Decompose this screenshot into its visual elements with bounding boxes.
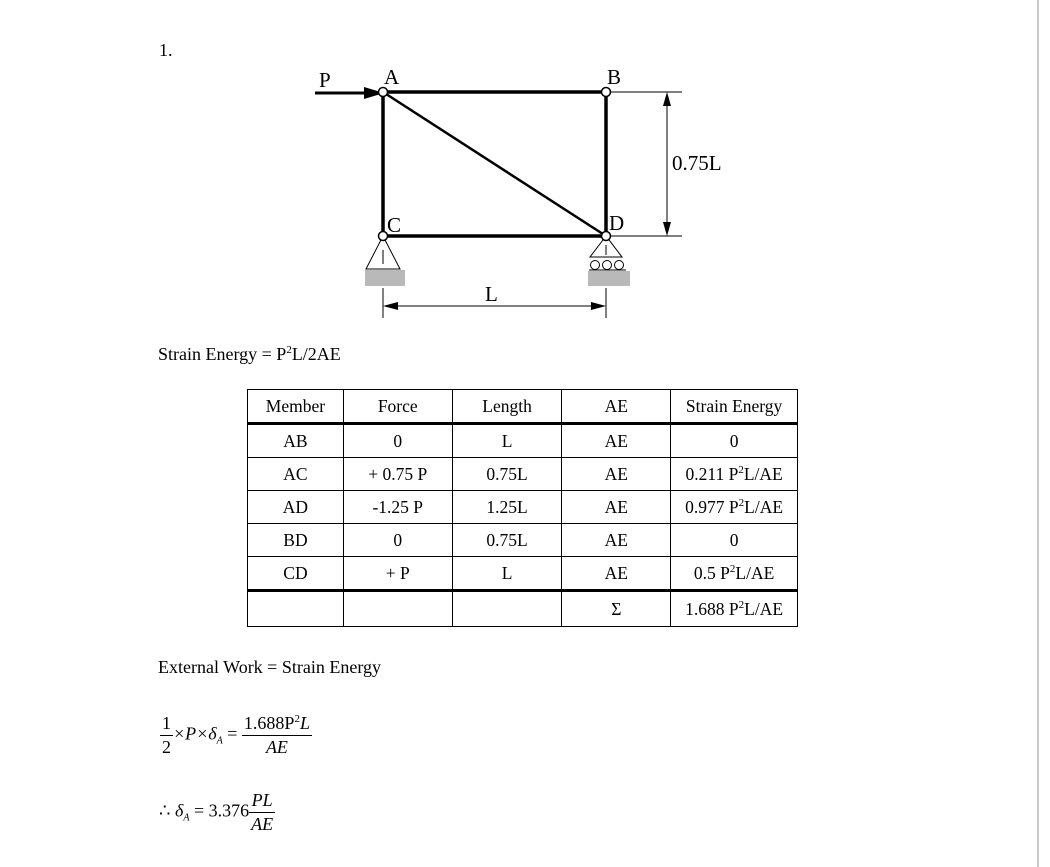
sum-symbol: Σ	[562, 591, 671, 627]
se-tail: L/AE	[743, 463, 783, 484]
table-sum-row	[248, 591, 798, 627]
eq1-middle: ×P×δ	[173, 723, 217, 744]
truss-diagram	[0, 0, 1050, 340]
se-base: 0	[729, 529, 739, 550]
cell-member: AC	[248, 458, 344, 491]
cell-member: AD	[248, 491, 344, 524]
sum-tail: L/AE	[744, 598, 784, 619]
cell-ae: AE	[562, 557, 671, 591]
half-numerator: 1	[160, 713, 173, 736]
header-force: Force	[343, 390, 452, 424]
se-base: 0.5 P	[693, 562, 730, 583]
cell-length: L	[452, 557, 562, 591]
cell-strain-energy	[671, 557, 798, 591]
work-equation	[160, 713, 312, 758]
table-row	[248, 424, 798, 458]
ground-d	[588, 271, 630, 286]
header-length: Length	[452, 390, 562, 424]
node-label-a: A	[384, 65, 400, 89]
se-exp: 2	[738, 496, 745, 509]
se-exp: 2	[738, 463, 744, 476]
header-strain-energy: Strain Energy	[671, 390, 798, 424]
deflection-equation	[159, 790, 275, 835]
cell-force: 0	[343, 424, 452, 458]
pl-numerator: PL	[249, 790, 275, 813]
cell-empty	[452, 591, 562, 627]
rhs-num-exp: 2	[294, 713, 300, 725]
length-dimension-label: L	[485, 282, 498, 306]
cell-ae: AE	[562, 424, 671, 458]
eq2-delta-subscript: A	[183, 812, 190, 824]
cell-force: + P	[343, 557, 452, 591]
table-row	[248, 524, 798, 557]
question-number: 1.	[159, 40, 173, 60]
length-arrow-right	[591, 302, 606, 310]
table-row	[248, 557, 798, 591]
rhs-num-base: 1.688P	[243, 713, 295, 733]
rhs-num-tail: L	[299, 713, 310, 733]
sum-base: 1.688 P	[685, 598, 739, 619]
roller-wheel-1	[591, 261, 600, 270]
ground-c	[365, 270, 405, 286]
table-row	[248, 458, 798, 491]
header-member: Member	[248, 390, 344, 424]
node-label-d: D	[609, 211, 625, 235]
se-base: 0.977 P	[685, 496, 739, 517]
rhs-numerator	[242, 713, 312, 736]
se-exp: 2	[729, 562, 736, 575]
node-label-b: B	[607, 65, 622, 89]
cell-force: + 0.75 P	[343, 458, 452, 491]
cell-strain-energy	[671, 458, 798, 491]
member-ad	[383, 92, 606, 236]
cell-strain-energy	[671, 524, 798, 557]
cell-force: -1.25 P	[343, 491, 452, 524]
strain-energy-formula	[158, 344, 341, 365]
cell-ae: AE	[562, 458, 671, 491]
rhs-fraction	[242, 713, 312, 758]
cell-length: 0.75L	[452, 458, 562, 491]
cell-ae: AE	[562, 491, 671, 524]
half-fraction	[160, 713, 173, 758]
roller-wheel-2	[603, 261, 612, 270]
sum-exp: 2	[738, 598, 745, 611]
cell-member: CD	[248, 557, 344, 591]
cell-length: L	[452, 424, 562, 458]
length-arrow-left	[383, 302, 398, 310]
height-arrow-top	[663, 92, 671, 106]
external-work-statement: External Work = Strain Energy	[158, 657, 381, 677]
table-header-row	[248, 390, 798, 424]
pl-ae-fraction	[249, 790, 275, 835]
header-ae: AE	[562, 390, 671, 424]
strain-formula-prefix: Strain Energy = P	[158, 344, 287, 364]
cell-strain-energy	[671, 424, 798, 458]
cell-empty	[343, 591, 452, 627]
eq2-equals-value: = 3.376	[193, 800, 250, 821]
cell-ae: AE	[562, 524, 671, 557]
se-tail: L/AE	[744, 496, 784, 517]
eq2-delta: δ	[174, 800, 184, 821]
cell-member: BD	[248, 524, 344, 557]
height-dimension-label: 0.75L	[672, 151, 722, 175]
half-denominator: 2	[162, 737, 171, 757]
cell-strain-energy	[671, 491, 798, 524]
sum-total	[671, 591, 798, 627]
member-table	[247, 389, 798, 627]
table-row	[248, 491, 798, 524]
rhs-denominator: AE	[265, 737, 288, 757]
strain-formula-suffix: L/2AE	[291, 344, 341, 364]
cell-length: 1.25L	[452, 491, 562, 524]
eq1-delta-subscript: A	[216, 735, 223, 747]
ae-denominator: AE	[251, 814, 274, 834]
therefore-symbol: ∴	[159, 800, 171, 821]
cell-empty	[248, 591, 344, 627]
roller-wheel-3	[615, 261, 624, 270]
strain-formula-exp: 2	[286, 344, 292, 356]
se-tail: L/AE	[735, 562, 775, 583]
cell-force: 0	[343, 524, 452, 557]
height-arrow-bottom	[663, 222, 671, 236]
cell-member: AB	[248, 424, 344, 458]
load-label: P	[319, 68, 331, 92]
se-base: 0	[729, 430, 739, 451]
node-label-c: C	[387, 213, 402, 237]
cell-length: 0.75L	[452, 524, 562, 557]
eq1-equals: =	[227, 723, 238, 744]
se-base: 0.211 P	[685, 463, 739, 484]
